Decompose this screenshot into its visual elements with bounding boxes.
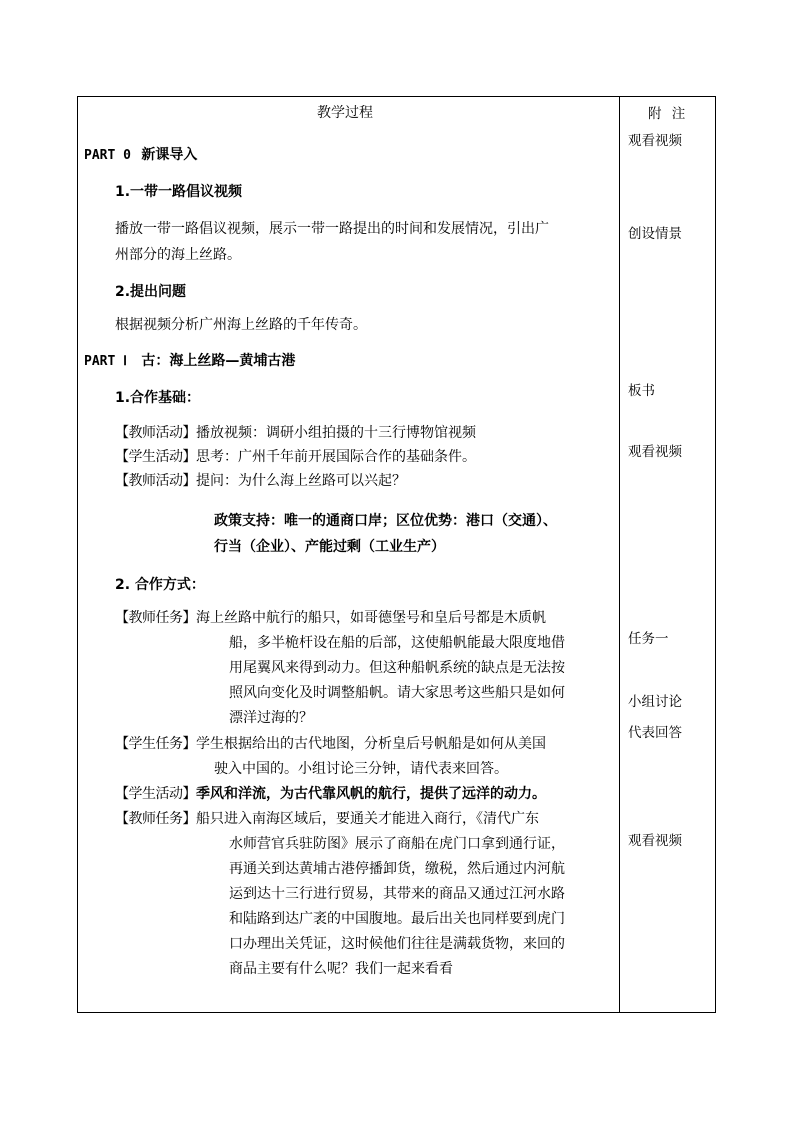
part1-heading <box>84 352 295 371</box>
task-row <box>115 609 546 627</box>
task-text-line: 口办理出关凭证，这时候他们往往是满载货物，来回的 <box>229 936 565 952</box>
part1-prefix: PART Ⅰ <box>84 354 127 369</box>
part0-prefix: PART 0 <box>84 148 131 163</box>
task-row <box>115 735 546 753</box>
task-text-line: 照风向变化及时调整船帆。请大家思考这些船只是如何 <box>229 685 565 701</box>
note-item: 任务一 <box>628 631 669 647</box>
part0-s2-title: 2.提出问题 <box>115 284 187 300</box>
answer-line1: 政策支持：唯一的通商口岸；区位优势：港口（交通）、 <box>214 513 557 529</box>
task-text-line: 漂洋过海的？ <box>229 710 313 726</box>
task-text-line: 船，多半桅杆设在船的后部，这使船帆能最大限度地借 <box>229 635 565 651</box>
part0-s2-line1: 根据视频分析广州海上丝路的千年传奇。 <box>115 317 367 333</box>
task-text-line: 再通关到达黄埔古港停播卸货，缴税，然后通过内河航 <box>229 861 565 877</box>
task-text-line: 用尾翼风来得到动力。但这种船帆系统的缺点是无法按 <box>229 660 565 676</box>
task-text: 船只进入南海区域后，要通关才能进入商行，《清代广东 <box>196 811 539 827</box>
part0-s1-line2: 州部分的海上丝路。 <box>115 247 241 263</box>
note-item: 代表回答 <box>628 725 682 741</box>
note-item: 观看视频 <box>628 444 682 460</box>
column-divider <box>619 97 620 1012</box>
activity-row <box>115 785 546 803</box>
task-text-line: 驶入中国的。小组讨论三分钟，请代表来回答。 <box>214 761 508 777</box>
note-item: 观看视频 <box>628 833 682 849</box>
note-item: 观看视频 <box>628 133 682 149</box>
activity-text: 播放视频：调研小组拍摄的十三行博物馆视频 <box>196 425 476 441</box>
part0-s1-line1: 播放一带一路倡议视频，展示一带一路提出的时间和发展情况，引出广 <box>115 221 549 237</box>
part0-heading <box>84 146 197 165</box>
lesson-table <box>77 96 716 1013</box>
answer-line2: 行当（企业）、产能过剩（工业生产） <box>214 539 445 555</box>
note-item: 创设情景 <box>628 226 682 242</box>
note-item: 板书 <box>628 383 655 399</box>
activity-row <box>115 424 476 442</box>
header-main: 教学过程 <box>317 105 373 121</box>
task-text-line: 运到达十三行进行贸易，其带来的商品又通过江河水路 <box>229 886 565 902</box>
task-label: 【学生任务】 <box>115 736 196 752</box>
activity-text: 思考：广州千年前开展国际合作的基础条件。 <box>196 449 476 465</box>
task-text-line: 水师营官兵驻防图》展示了商船在虎门口拿到通行证， <box>229 836 565 852</box>
activity-row <box>115 472 406 490</box>
activity-text: 提问：为什么海上丝路可以兴起？ <box>196 473 406 489</box>
part0-title: 新课导入 <box>141 147 198 163</box>
activity-label: 【学生活动】 <box>115 449 196 465</box>
header-notes: 附 注 <box>648 106 686 122</box>
activity-label: 【教师活动】 <box>115 473 196 489</box>
activity-label: 【学生活动】 <box>115 786 196 802</box>
task-text-line: 和陆路到达广袤的中国腹地。最后出关也同样要到虎门 <box>229 911 565 927</box>
note-item: 小组讨论 <box>628 694 682 710</box>
task-label: 【教师任务】 <box>115 610 196 626</box>
task-text-line: 商品主要有什么呢？我们一起来看看 <box>229 961 453 977</box>
part1-s1-title: 1.合作基础： <box>115 390 201 406</box>
activity-label: 【教师活动】 <box>115 425 196 441</box>
task-text: 海上丝路中航行的船只，如哥德堡号和皇后号都是木质帆 <box>196 610 546 626</box>
part0-s1-title: 1.一带一路倡议视频 <box>115 184 243 200</box>
task-label: 【教师任务】 <box>115 811 196 827</box>
part1-s2-title: 2. 合作方式： <box>115 577 205 593</box>
part1-title: 古：海上丝路—黄埔古港 <box>141 353 296 369</box>
activity-row <box>115 448 476 466</box>
task-row <box>115 810 539 828</box>
activity-text: 季风和洋流，为古代靠风帆的航行，提供了远洋的动力。 <box>196 786 546 802</box>
task-text: 学生根据给出的古代地图，分析皇后号帆船是如何从美国 <box>196 736 546 752</box>
